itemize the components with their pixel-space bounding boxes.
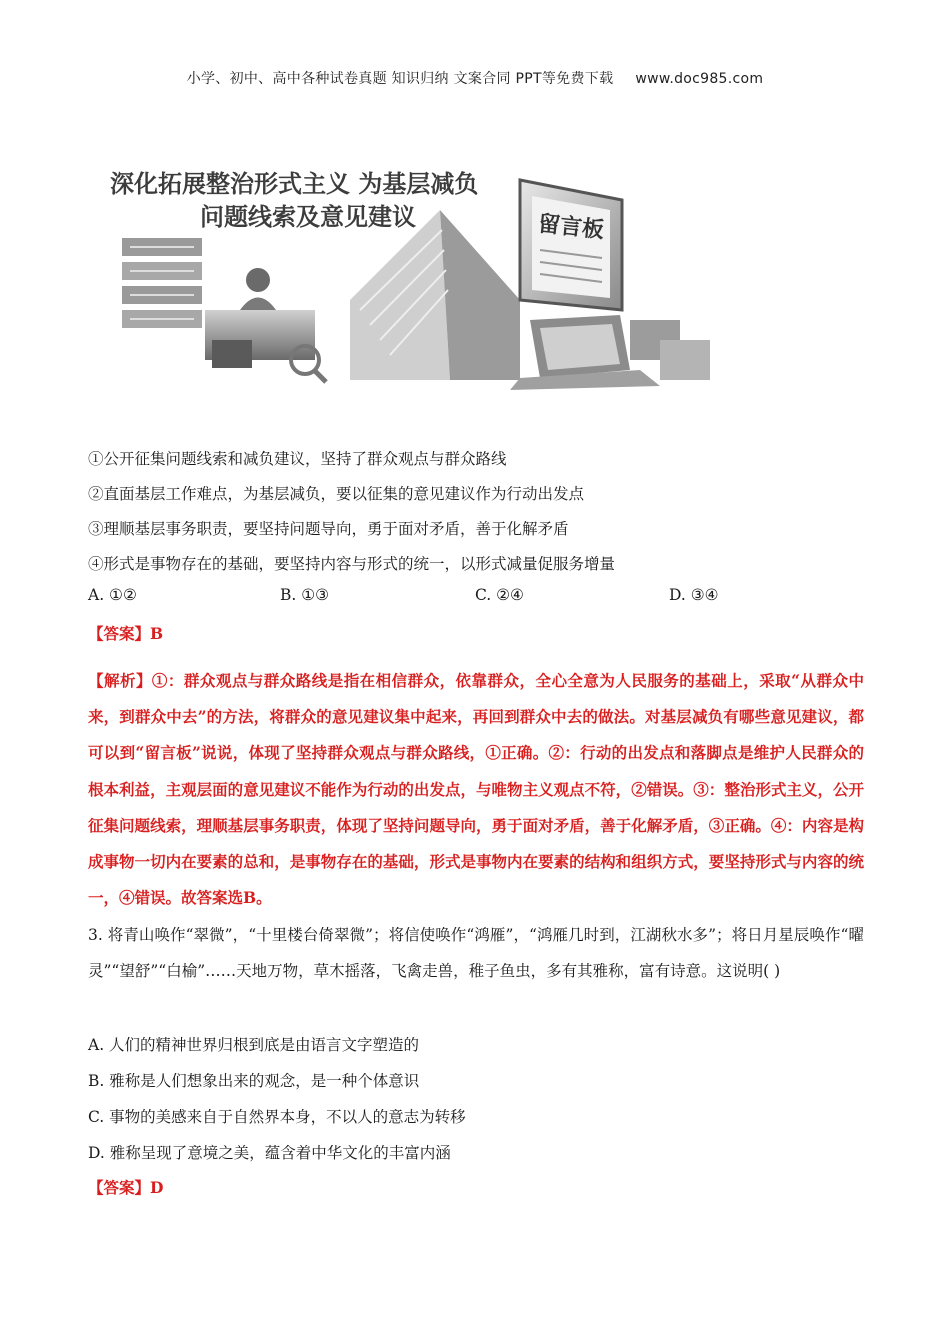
q3-option-c: C. 事物的美感来自于自然界本身，不以人的意志为转移 [88,1108,466,1126]
choice-d: D. ③④ [669,586,719,604]
statement-2: ②直面基层工作难点，为基层减负，要以征集的意见建议作为行动出发点 [88,485,585,503]
illustration-title-line2: 问题线索及意见建议 [200,203,416,231]
choice-c: C. ②④ [475,586,524,604]
choice-a: A. ①② [88,586,137,604]
statement-3: ③理顺基层事务职责，要坚持问题导向，勇于面对矛盾，善于化解矛盾 [88,520,569,538]
message-board-icon [520,180,622,310]
q3-answer: 【答案】D [88,1178,164,1197]
board-label: 留言板 [536,211,606,244]
header-text: 小学、初中、高中各种试卷真题 知识归纳 文案合同 PPT等免费下载 [186,71,614,87]
choice-b: B. ①③ [280,586,330,604]
figure-pedestal-icon [205,268,326,382]
q2-answer: 【答案】B [88,624,164,643]
q3-option-b: B. 雅称是人们想象出来的观念，是一种个体意识 [88,1072,420,1090]
boxes-icon [630,320,710,380]
q2-analysis: 【解析】①：群众观点与群众路线是指在相信群众，依靠群众，全心全意为人民服务的基础上，采取“从群众中来，到群众中去”的方法，将群众的意见建议集中起来，再回到群众中去的做法。对基层减负有哪些意见建议，都可以到“留言板”说说，体现了坚持群众观点与群众路线，①正确。②：行动的出发点和落脚点是维护人民群众的根本利益，主观层面的意见建议不能作为行动的出发点，与唯物主义观点不符，②错误。③：整治形式主义，公开征集问题线索，理顺基层事务职责，体现了坚持问题导向，勇于面对矛盾，善于化解矛盾，③正确。④：内容是构成事物一切内在要素的总和，是事物存在的基础，形式是事物内在要素的结构和组织方式，要坚持形式与内容的统一，④错误。故答案选B。 [88,671,864,908]
illustration [100,150,720,390]
statement-4: ④形式是事物存在的基础，要坚持内容与形式的统一，以形式减量促服务增量 [88,555,616,573]
q3-option-a: A. 人们的精神世界归根到底是由语言文字塑造的 [88,1036,420,1054]
header-site: www.doc985.com [635,71,764,87]
q3-option-d: D. 雅称呈现了意境之美，蕴含着中华文化的丰富内涵 [88,1144,451,1162]
page-header [0,68,950,88]
q3-stem: 3. 将青山唤作“翠微”，“十里楼台倚翠微”；将信使唤作“鸿雁”，“鸿雁几时到，江湖秋水多”；将日月星辰唤作“曜灵”“望舒”“白榆”……天地万物，草木摇落，飞禽走兽，稚子鱼虫，多有其雅称，富有诗意。这说明( ) [88,926,864,980]
illustration-title-line1: 深化拓展整治形式主义 为基层减负 [110,170,479,198]
statement-1: ①公开征集问题线索和减负建议，坚持了群众观点与群众路线 [88,450,507,468]
document-stack-icon [350,210,520,380]
left-panels-icon [122,238,202,328]
